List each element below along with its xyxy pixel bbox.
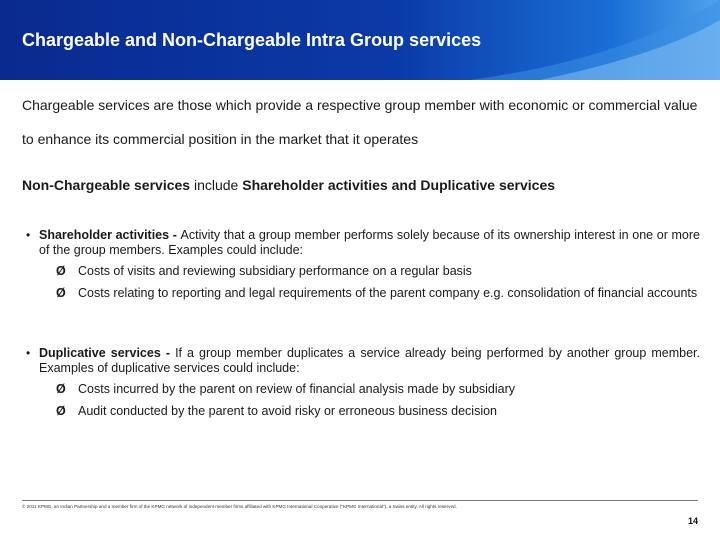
list-item-text: Costs of visits and reviewing subsidiary performance on a regular basis [78,264,472,278]
footer-copyright: © 2011 KPMG, an Indian Partnership and a member firm of the KPMG network of independent member firms affiliated with KPMG International Cooperative ("KPMG International"), a Swiss entity. All rights reserved. [22,504,457,509]
bullet-marker: • [26,228,31,242]
list-item-text: Costs relating to reporting and legal requirements of the parent company e.g. consolidation of financial accounts [78,286,698,300]
section-subheading [22,177,555,193]
bullet-term: Duplicative services [39,346,161,360]
list-item [56,404,698,419]
arrow-bullet-icon: Ø [56,264,66,278]
header-banner [0,0,720,80]
intro-paragraph [22,88,698,156]
bullet-text [39,228,700,258]
bullet-description: Activity that a group member performs solely because of its ownership interest in one or more of the group members. Examples could include: [39,228,700,257]
intro-term: Chargeable services [22,97,150,113]
list-item-text: Costs incurred by the parent on review of financial analysis made by subsidiary [78,382,516,396]
arrow-bullet-icon: Ø [56,286,66,300]
subheading-part3: Shareholder activities and Duplicative services [242,177,556,193]
subheading-part1: Non-Chargeable services [22,177,191,193]
subheading-part2: include [190,177,243,193]
bullet-shareholder-activities [22,228,700,258]
bullet-term: Shareholder activities [39,228,170,242]
footer-divider [22,500,698,501]
list-item-text: Audit conducted by the parent to avoid risky or erroneous business decision [78,404,497,418]
intro-text: are those which provide a respective group member with economic or commercial value to enhance its commercial position in the market that it operates [22,97,698,147]
arrow-bullet-icon: Ø [56,382,66,396]
list-item [56,382,698,397]
bullet-text [39,346,700,376]
bullet-marker: • [26,346,31,360]
list-item [56,286,698,301]
bullet-separator: - [160,346,176,360]
bullet-description: If a group member duplicates a service already being performed by another group member. Examples of duplicative services could include: [39,346,701,375]
bullet-separator: - [169,228,181,242]
page-number: 14 [687,516,698,526]
arrow-bullet-icon: Ø [56,404,66,418]
list-item [56,264,698,279]
bullet-duplicative-services [22,346,700,376]
page-title: Chargeable and Non-Chargeable Intra Group services [22,30,482,50]
